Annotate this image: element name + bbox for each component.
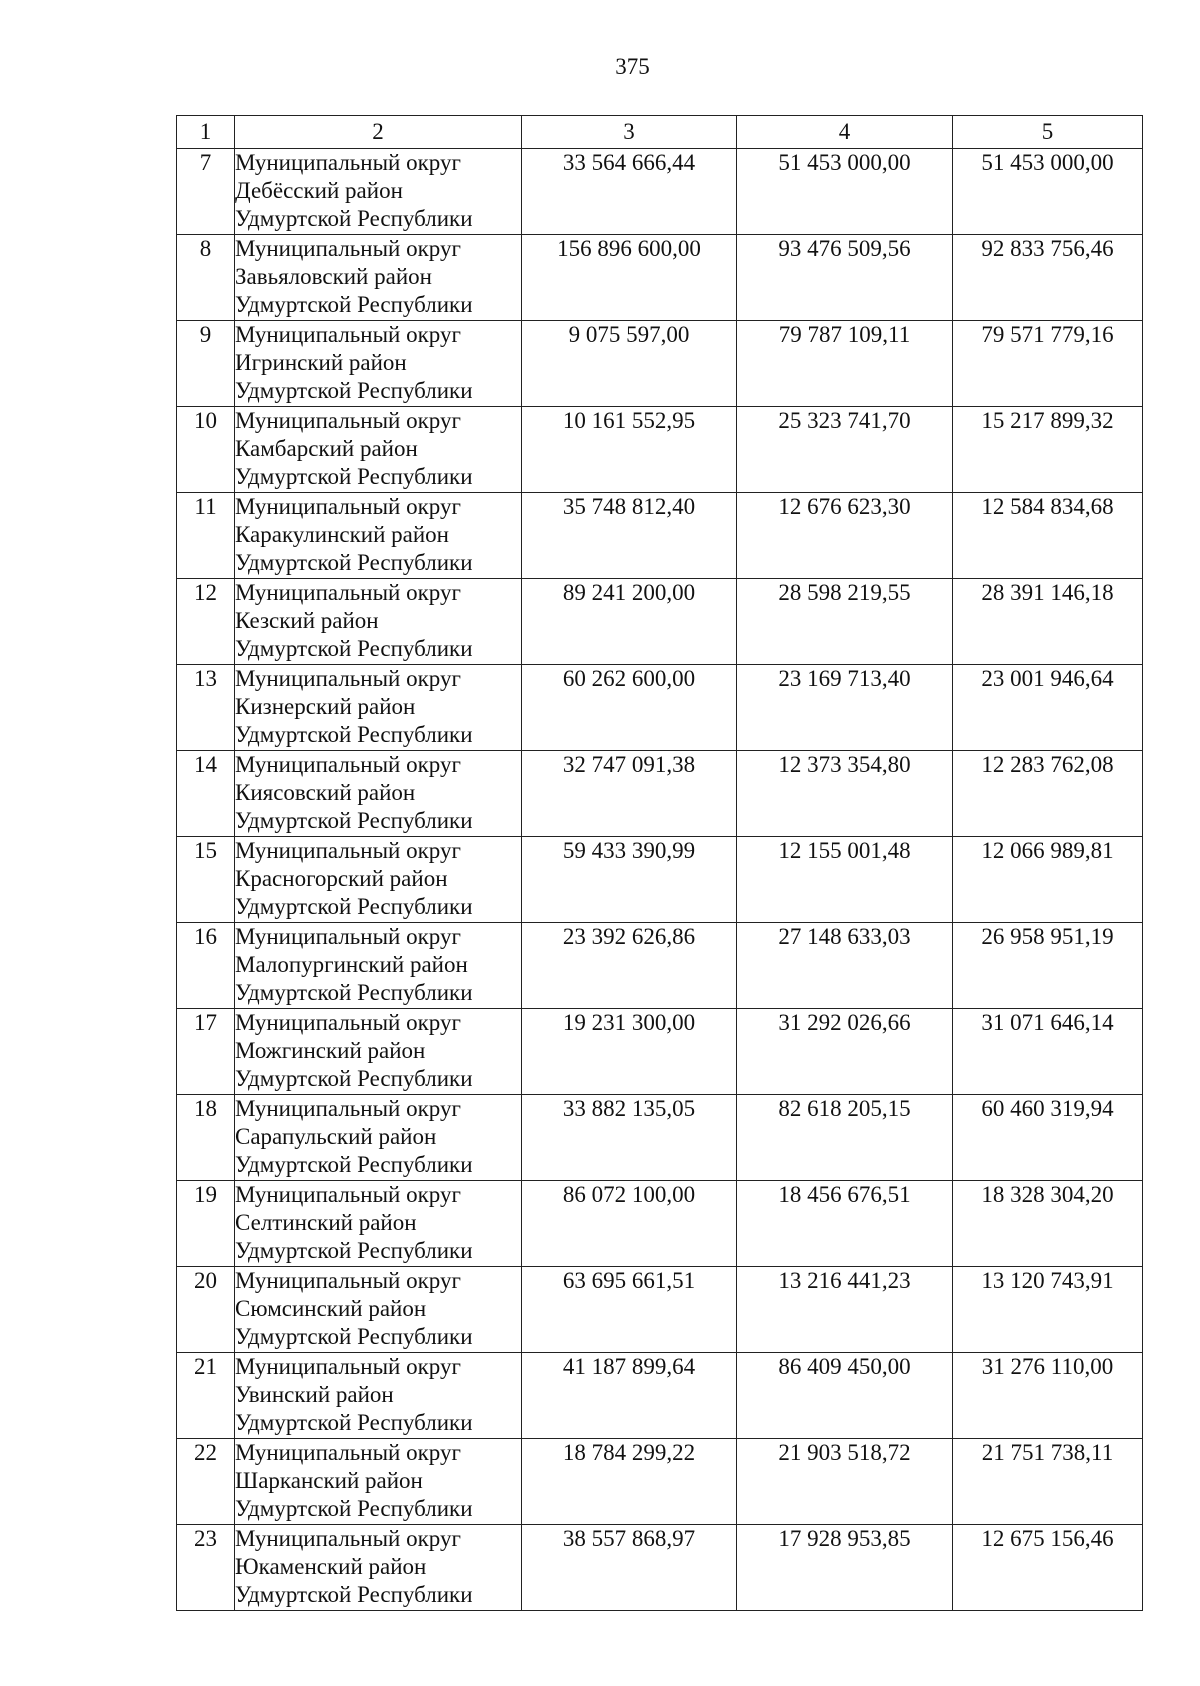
- municipality-name-line: Селтинский район: [235, 1210, 417, 1235]
- municipality-name-line: Муниципальный округ: [235, 494, 461, 519]
- amount-col-5: 12 283 762,08: [953, 751, 1143, 837]
- municipality-name-line: Удмуртской Республики: [235, 1410, 473, 1435]
- municipality-name-line: Камбарский район: [235, 436, 418, 461]
- municipality-name-line: Можгинский район: [235, 1038, 426, 1063]
- table-header: [177, 116, 1143, 149]
- amount-col-4: 18 456 676,51: [737, 1181, 953, 1267]
- municipality-name-line: Игринский район: [235, 350, 407, 375]
- municipality-name: [235, 923, 522, 1009]
- table-body: [177, 149, 1143, 1611]
- municipality-name: [235, 1267, 522, 1353]
- amount-col-3: 86 072 100,00: [522, 1181, 737, 1267]
- municipality-name: [235, 751, 522, 837]
- municipality-name-line: Удмуртской Республики: [235, 550, 473, 575]
- amount-col-4: 17 928 953,85: [737, 1525, 953, 1611]
- municipality-name-line: Юкаменский район: [235, 1554, 427, 1579]
- amount-col-5: 18 328 304,20: [953, 1181, 1143, 1267]
- budget-table: [176, 115, 1143, 1611]
- amount-col-4: 23 169 713,40: [737, 665, 953, 751]
- municipality-name-line: Муниципальный округ: [235, 236, 461, 261]
- amount-col-4: 79 787 109,11: [737, 321, 953, 407]
- amount-col-3: 9 075 597,00: [522, 321, 737, 407]
- municipality-name-line: Удмуртской Республики: [235, 1324, 473, 1349]
- row-number: 18: [177, 1095, 235, 1181]
- table-row: [177, 493, 1143, 579]
- municipality-name: [235, 235, 522, 321]
- municipality-name-line: Удмуртской Республики: [235, 1066, 473, 1091]
- amount-col-4: 21 903 518,72: [737, 1439, 953, 1525]
- amount-col-4: 28 598 219,55: [737, 579, 953, 665]
- amount-col-3: 33 882 135,05: [522, 1095, 737, 1181]
- amount-col-3: 156 896 600,00: [522, 235, 737, 321]
- table-row: [177, 665, 1143, 751]
- table-row: [177, 837, 1143, 923]
- municipality-name-line: Муниципальный округ: [235, 150, 461, 175]
- municipality-name-line: Муниципальный округ: [235, 322, 461, 347]
- municipality-name-line: Удмуртской Республики: [235, 894, 473, 919]
- row-number: 8: [177, 235, 235, 321]
- amount-col-3: 41 187 899,64: [522, 1353, 737, 1439]
- municipality-name: [235, 1439, 522, 1525]
- amount-col-3: 63 695 661,51: [522, 1267, 737, 1353]
- amount-col-3: 32 747 091,38: [522, 751, 737, 837]
- row-number: 7: [177, 149, 235, 235]
- page-number: 375: [615, 54, 650, 79]
- municipality-name: [235, 493, 522, 579]
- row-number: 23: [177, 1525, 235, 1611]
- municipality-name-line: Каракулинский район: [235, 522, 449, 547]
- municipality-name-line: Удмуртской Республики: [235, 1496, 473, 1521]
- amount-col-3: 23 392 626,86: [522, 923, 737, 1009]
- municipality-name-line: Муниципальный округ: [235, 752, 461, 777]
- municipality-name-line: Муниципальный округ: [235, 408, 461, 433]
- municipality-name-line: Муниципальный округ: [235, 1354, 461, 1379]
- table-row: [177, 1439, 1143, 1525]
- amount-col-4: 12 155 001,48: [737, 837, 953, 923]
- amount-col-4: 51 453 000,00: [737, 149, 953, 235]
- municipality-name-line: Удмуртской Республики: [235, 722, 473, 747]
- municipality-name-line: Увинский район: [235, 1382, 394, 1407]
- amount-col-5: 12 066 989,81: [953, 837, 1143, 923]
- table-row: [177, 1095, 1143, 1181]
- amount-col-3: 19 231 300,00: [522, 1009, 737, 1095]
- municipality-name-line: Киясовский район: [235, 780, 416, 805]
- amount-col-4: 12 676 623,30: [737, 493, 953, 579]
- amount-col-3: 10 161 552,95: [522, 407, 737, 493]
- municipality-name: [235, 149, 522, 235]
- municipality-name-line: Удмуртской Республики: [235, 1152, 473, 1177]
- table-row: [177, 321, 1143, 407]
- municipality-name-line: Дебёсский район: [235, 178, 403, 203]
- municipality-name-line: Муниципальный округ: [235, 1010, 461, 1035]
- municipality-name-line: Муниципальный округ: [235, 924, 461, 949]
- municipality-name: [235, 837, 522, 923]
- amount-col-4: 12 373 354,80: [737, 751, 953, 837]
- municipality-name: [235, 579, 522, 665]
- table-row: [177, 579, 1143, 665]
- municipality-name-line: Муниципальный округ: [235, 1526, 461, 1551]
- amount-col-5: 13 120 743,91: [953, 1267, 1143, 1353]
- municipality-name-line: Муниципальный округ: [235, 838, 461, 863]
- amount-col-3: 89 241 200,00: [522, 579, 737, 665]
- amount-col-5: 21 751 738,11: [953, 1439, 1143, 1525]
- amount-col-4: 13 216 441,23: [737, 1267, 953, 1353]
- amount-col-4: 82 618 205,15: [737, 1095, 953, 1181]
- amount-col-5: 12 675 156,46: [953, 1525, 1143, 1611]
- municipality-name-line: Шарканский район: [235, 1468, 423, 1493]
- municipality-name: [235, 1353, 522, 1439]
- row-number: 21: [177, 1353, 235, 1439]
- municipality-name-line: Завьяловский район: [235, 264, 432, 289]
- amount-col-4: 31 292 026,66: [737, 1009, 953, 1095]
- header-col-1: 1: [177, 116, 235, 149]
- amount-col-4: 25 323 741,70: [737, 407, 953, 493]
- header-col-5: 5: [953, 116, 1143, 149]
- municipality-name-line: Красногорский район: [235, 866, 448, 891]
- municipality-name: [235, 1009, 522, 1095]
- municipality-name-line: Кезский район: [235, 608, 379, 633]
- amount-col-3: 59 433 390,99: [522, 837, 737, 923]
- municipality-name-line: Удмуртской Республики: [235, 636, 473, 661]
- municipality-name-line: Удмуртской Республики: [235, 980, 473, 1005]
- row-number: 16: [177, 923, 235, 1009]
- municipality-name-line: Сюмсинский район: [235, 1296, 427, 1321]
- municipality-name-line: Малопургинский район: [235, 952, 468, 977]
- amount-col-5: 31 276 110,00: [953, 1353, 1143, 1439]
- table-row: [177, 1267, 1143, 1353]
- municipality-name-line: Удмуртской Республики: [235, 292, 473, 317]
- amount-col-5: 79 571 779,16: [953, 321, 1143, 407]
- municipality-name: [235, 1181, 522, 1267]
- municipality-name-line: Муниципальный округ: [235, 1268, 461, 1293]
- amount-col-5: 92 833 756,46: [953, 235, 1143, 321]
- municipality-name-line: Удмуртской Республики: [235, 464, 473, 489]
- amount-col-5: 28 391 146,18: [953, 579, 1143, 665]
- amount-col-3: 60 262 600,00: [522, 665, 737, 751]
- amount-col-4: 86 409 450,00: [737, 1353, 953, 1439]
- table-row: [177, 407, 1143, 493]
- row-number: 13: [177, 665, 235, 751]
- row-number: 20: [177, 1267, 235, 1353]
- row-number: 10: [177, 407, 235, 493]
- header-col-4: 4: [737, 116, 953, 149]
- amount-col-3: 38 557 868,97: [522, 1525, 737, 1611]
- row-number: 19: [177, 1181, 235, 1267]
- row-number: 17: [177, 1009, 235, 1095]
- amount-col-5: 23 001 946,64: [953, 665, 1143, 751]
- row-number: 12: [177, 579, 235, 665]
- municipality-name-line: Муниципальный округ: [235, 666, 461, 691]
- municipality-name-line: Муниципальный округ: [235, 1440, 461, 1465]
- table-row: [177, 923, 1143, 1009]
- header-row: [177, 116, 1143, 149]
- municipality-name: [235, 321, 522, 407]
- municipality-name-line: Удмуртской Республики: [235, 206, 473, 231]
- amount-col-5: 15 217 899,32: [953, 407, 1143, 493]
- municipality-name-line: Удмуртской Республики: [235, 378, 473, 403]
- amount-col-5: 31 071 646,14: [953, 1009, 1143, 1095]
- municipality-name-line: Муниципальный округ: [235, 580, 461, 605]
- municipality-name: [235, 1095, 522, 1181]
- municipality-name-line: Кизнерский район: [235, 694, 416, 719]
- row-number: 22: [177, 1439, 235, 1525]
- header-col-2: 2: [235, 116, 522, 149]
- amount-col-5: 51 453 000,00: [953, 149, 1143, 235]
- municipality-name-line: Удмуртской Республики: [235, 1582, 473, 1607]
- table-row: [177, 751, 1143, 837]
- municipality-name-line: Удмуртской Республики: [235, 808, 473, 833]
- table-row: [177, 1009, 1143, 1095]
- municipality-name: [235, 407, 522, 493]
- amount-col-3: 18 784 299,22: [522, 1439, 737, 1525]
- row-number: 14: [177, 751, 235, 837]
- amount-col-3: 35 748 812,40: [522, 493, 737, 579]
- municipality-name: [235, 1525, 522, 1611]
- table-row: [177, 235, 1143, 321]
- municipality-name: [235, 665, 522, 751]
- municipality-name-line: Удмуртской Республики: [235, 1238, 473, 1263]
- table-row: [177, 149, 1143, 235]
- row-number: 11: [177, 493, 235, 579]
- row-number: 15: [177, 837, 235, 923]
- table-row: [177, 1353, 1143, 1439]
- amount-col-5: 12 584 834,68: [953, 493, 1143, 579]
- header-col-3: 3: [522, 116, 737, 149]
- amount-col-4: 27 148 633,03: [737, 923, 953, 1009]
- municipality-name-line: Муниципальный округ: [235, 1182, 461, 1207]
- amount-col-4: 93 476 509,56: [737, 235, 953, 321]
- table-row: [177, 1525, 1143, 1611]
- municipality-name-line: Муниципальный округ: [235, 1096, 461, 1121]
- amount-col-5: 26 958 951,19: [953, 923, 1143, 1009]
- amount-col-5: 60 460 319,94: [953, 1095, 1143, 1181]
- table-row: [177, 1181, 1143, 1267]
- row-number: 9: [177, 321, 235, 407]
- municipality-name-line: Сарапульский район: [235, 1124, 437, 1149]
- amount-col-3: 33 564 666,44: [522, 149, 737, 235]
